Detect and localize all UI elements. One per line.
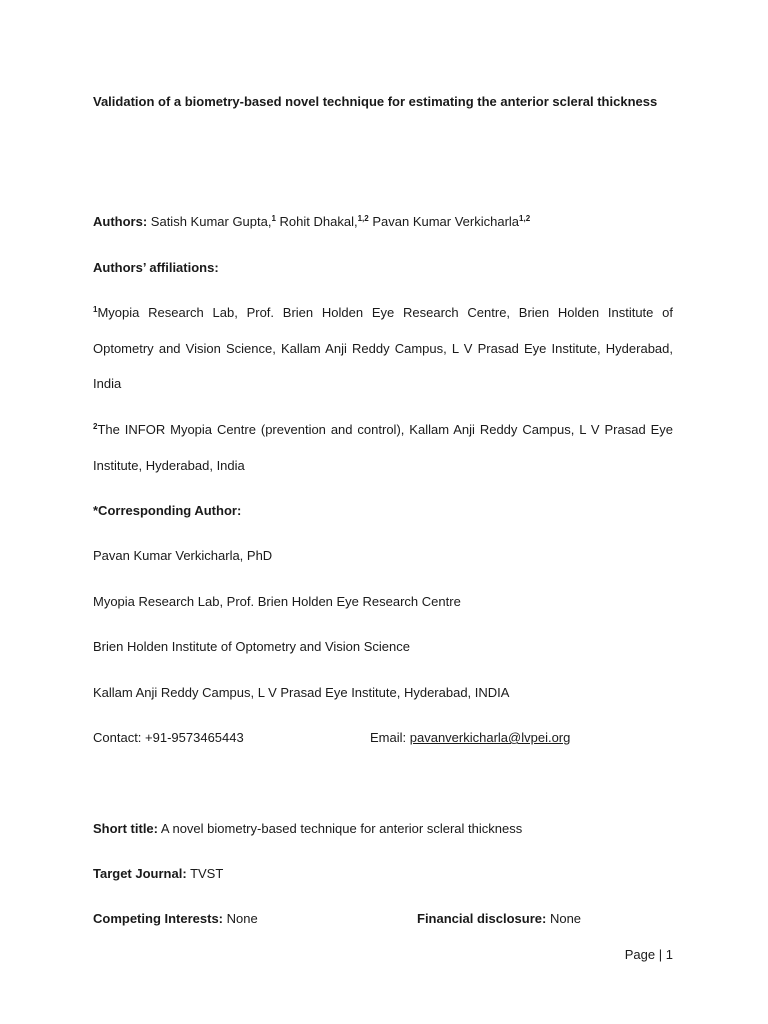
corresponding-address-line: Myopia Research Lab, Prof. Brien Holden Eye Research Centre bbox=[93, 594, 461, 609]
short-title-line bbox=[93, 819, 673, 839]
author-affiliation-mark: 1,2 bbox=[357, 214, 369, 223]
corresponding-name: Pavan Kumar Verkicharla, PhD bbox=[93, 548, 273, 563]
email-group bbox=[370, 728, 570, 748]
email-link[interactable]: pavanverkicharla@lvpei.org bbox=[409, 730, 571, 745]
page-number: 1 bbox=[665, 947, 673, 962]
authors-label: Authors: bbox=[93, 214, 148, 229]
contact-label: Contact: bbox=[93, 730, 142, 745]
short-title-value: A novel biometry-based technique for anterior scleral thickness bbox=[160, 821, 523, 836]
corresponding-address-line: Brien Holden Institute of Optometry and Vision Science bbox=[93, 639, 410, 654]
financial-disclosure-group bbox=[417, 909, 581, 929]
page-label: Page bbox=[624, 947, 656, 962]
affiliation-1 bbox=[93, 295, 673, 402]
target-journal-label: Target Journal: bbox=[93, 866, 187, 881]
competing-interests-value: None bbox=[226, 911, 258, 926]
author-name: Rohit Dhakal, bbox=[279, 214, 358, 229]
affiliation-mark: 2 bbox=[93, 422, 98, 431]
competing-interests-label: Competing Interests: bbox=[93, 911, 224, 926]
target-journal-line bbox=[93, 864, 673, 884]
affiliation-mark: 1 bbox=[93, 305, 98, 314]
short-title-label: Short title: bbox=[93, 821, 158, 836]
corresponding-address-line: Kallam Anji Reddy Campus, L V Prasad Eye Institute, Hyderabad, INDIA bbox=[93, 685, 510, 700]
financial-disclosure-label: Financial disclosure: bbox=[417, 911, 547, 926]
email-label: Email: bbox=[370, 730, 407, 745]
author-name: Pavan Kumar Verkicharla bbox=[372, 214, 520, 229]
page-footer bbox=[625, 945, 673, 965]
affiliation-text: Myopia Research Lab, Prof. Brien Holden Eye Research Centre, Brien Holden Institute of Optometry and Vision Science, Kallam Anji Reddy Campus, L V Prasad Eye Institute, Hyderabad, India bbox=[93, 305, 673, 391]
affiliation-2 bbox=[93, 412, 673, 483]
authors-line bbox=[93, 212, 673, 232]
disclosures-line bbox=[93, 909, 673, 929]
financial-disclosure-value: None bbox=[549, 911, 582, 926]
contact-line bbox=[93, 728, 673, 748]
affiliations-heading: Authors’ affiliations: bbox=[93, 260, 219, 275]
affiliation-text: The INFOR Myopia Centre (prevention and control), Kallam Anji Reddy Campus, L V Prasad Eye Institute, Hyderabad, India bbox=[93, 422, 673, 473]
paper-title: Validation of a biometry-based novel technique for estimating the anterior scleral thickness bbox=[93, 94, 658, 109]
target-journal-value: TVST bbox=[190, 866, 224, 881]
page-separator: | bbox=[658, 947, 663, 962]
corresponding-heading: *Corresponding Author: bbox=[93, 503, 242, 518]
author-affiliation-mark: 1,2 bbox=[519, 214, 531, 223]
author-affiliation-mark: 1 bbox=[271, 214, 276, 223]
author-name: Satish Kumar Gupta, bbox=[150, 214, 272, 229]
contact-phone: +91-9573465443 bbox=[145, 730, 244, 745]
